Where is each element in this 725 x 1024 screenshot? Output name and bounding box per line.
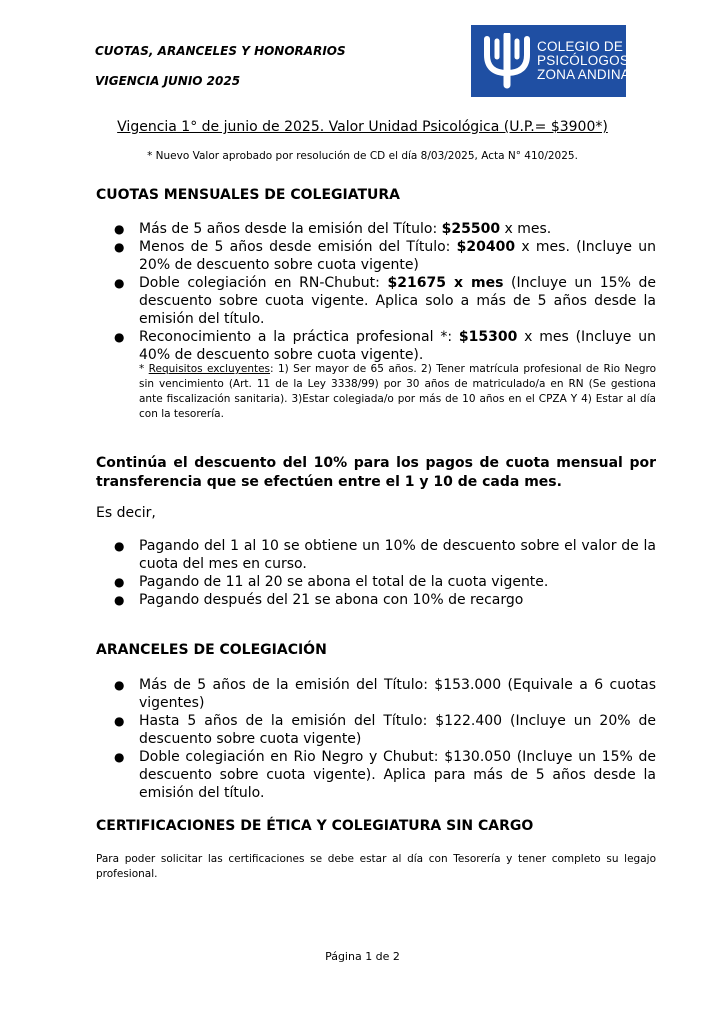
psi-logo-icon [481,33,533,89]
aranceles-heading: ARANCELES DE COLEGIACIÓN [96,642,327,658]
aranceles-list [96,676,656,802]
descuento-list [96,537,656,609]
list-item: ● Hasta 5 años de la emisión del Título: $122.400 (Incluye un 20% de descuento sobre cuota vigente) [96,712,656,748]
es-decir-label: Es decir, [96,505,156,521]
header-subtitle: VIGENCIA JUNIO 2025 [95,74,241,88]
colegio-logo [471,25,630,97]
list-item: ● Reconocimiento a la práctica profesional *: $15300 x mes (Incluye un 40% de descuento sobre cuota vigente). [96,328,656,364]
list-item: ● Pagando de 11 al 20 se abona el total de la cuota vigente. [96,573,656,591]
requisitos-note: * Requisitos excluyentes: 1) Ser mayor de 65 años. 2) Tener matrícula profesional de Rio Negro sin vencimiento (Art. 11 de la Ley 3338/99) por 30 años de matriculado/a en RN (Se gestiona ante fiscalización sanitaria). 3)Estar colegiada/o por más de 10 años en el CPZA Y 4) Estar al día con la tesorería. [139,363,656,420]
cuotas-heading: CUOTAS MENSUALES DE COLEGIATURA [96,187,401,203]
list-item: ● Pagando del 1 al 10 se obtiene un 10% de descuento sobre el valor de la cuota del mes en curso. [96,537,656,573]
list-item: ● Doble colegiación en Rio Negro y Chubut: $130.050 (Incluye un 15% de descuento sobre cuota vigente). Aplica para más de 5 años desde la emisión del título. [96,748,656,802]
certificaciones-text: Para poder solicitar las certificaciones se debe estar al día con Tesorería y tener completo su legajo profesional. [96,853,656,880]
list-item: ● Doble colegiación en RN-Chubut: $21675 x mes (Incluye un 15% de descuento sobre cuota vigente. Aplica solo a más de 5 años desde la emisión del título. [96,274,656,328]
list-item: ● Menos de 5 años desde emisión del Título: $20400 x mes. (Incluye un 20% de descuento sobre cuota vigente) [96,238,656,274]
logo-text-line3: ZONA ANDINA [537,67,630,82]
list-item: ● Más de 5 años desde la emisión del Título: $25500 x mes. [96,220,656,238]
logo-text-line1: COLEGIO DE [537,39,624,54]
logo-text-line2: PSICÓLOGOS [537,53,630,68]
page-number: Página 1 de 2 [325,950,400,963]
header-title: CUOTAS, ARANCELES Y HONORARIOS [95,44,346,58]
list-item: ● Pagando después del 21 se abona con 10% de recargo [96,591,656,609]
nuevo-valor-note: * Nuevo Valor aprobado por resolución de CD el día 8/03/2025, Acta N° 410/2025. [147,150,578,162]
cuotas-list [96,220,656,364]
list-item: ● Más de 5 años de la emisión del Título: $153.000 (Equivale a 6 cuotas vigentes) [96,676,656,712]
descuento-notice: Continúa el descuento del 10% para los pagos de cuota mensual por transferencia que se efectúen entre el 1 y 10 de cada mes. [96,455,656,490]
certificaciones-heading: CERTIFICACIONES DE ÉTICA Y COLEGIATURA SIN CARGO [96,818,534,834]
vigencia-title: Vigencia 1° de junio de 2025. Valor Unidad Psicológica (U.P.= $3900*) [117,119,608,135]
